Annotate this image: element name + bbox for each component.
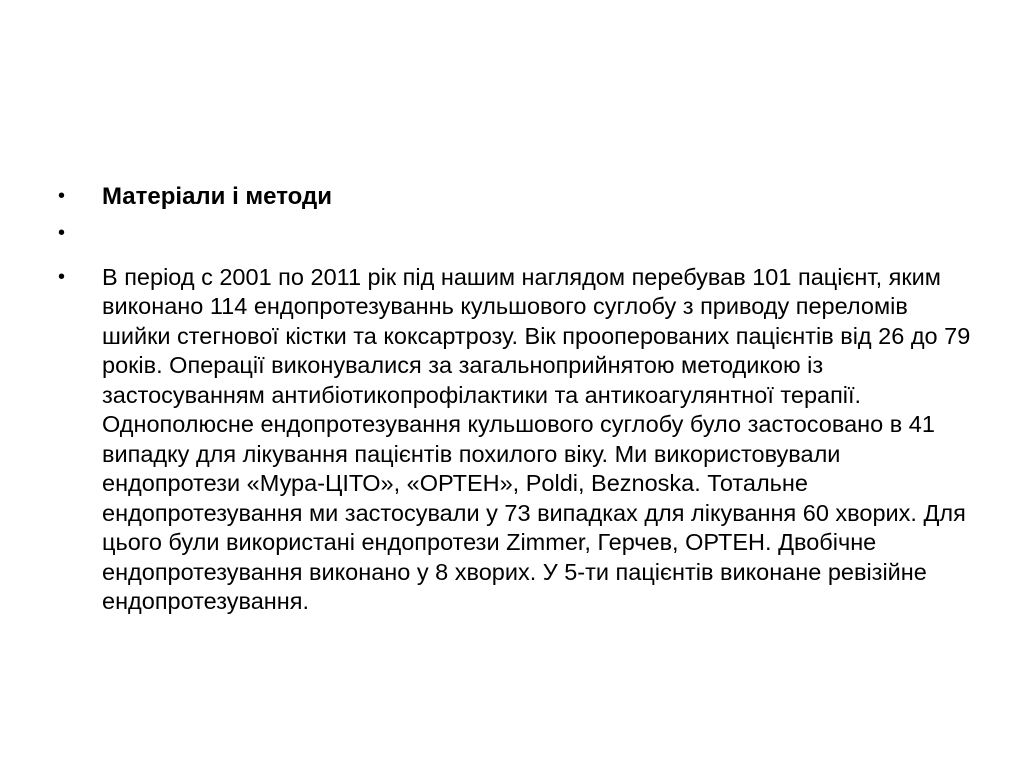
bullet-item-empty	[58, 219, 978, 256]
bullet-marker: •	[58, 221, 66, 244]
bullet-list	[58, 182, 978, 624]
body-paragraph: В період с 2001 по 2011 рік під нашим наглядом перебував 101 пацієнт, яким виконано 114 ендопротезуваннь кульшового суглобу з приводу переломів шийки стегнової кістки та коксартрозу. Вік прооперованих пацієнтів від 26 до 79 років. Операції виконувалися за загальноприйнятою методикою із застосуванням антибіотикопрофілактики та антикоагулянтної терапії. Однополюсне ендопротезування кульшового суглобу було застосовано в 41 випадку для лікування пацієнтів похилого віку. Ми використовували ендопротези «Мура-ЦІТО», «ОРТЕН», Poldi, Beznoska. Тотальне ендопротезування ми застосували у 73 випадках для лікування 60 хворих. Для цього були використані ендопротези Zimmer, Герчев, ОРТЕН. Двобічне ендопротезування виконано у 8 хворих. У 5-ти пацієнтів виконане ревізійне ендопротезування.	[102, 263, 971, 614]
bullet-marker: •	[58, 265, 66, 288]
section-heading: Матеріали і методи	[102, 183, 332, 210]
bullet-item-heading	[58, 182, 978, 212]
bullet-marker: •	[58, 185, 66, 207]
bullet-item-body	[58, 263, 978, 617]
